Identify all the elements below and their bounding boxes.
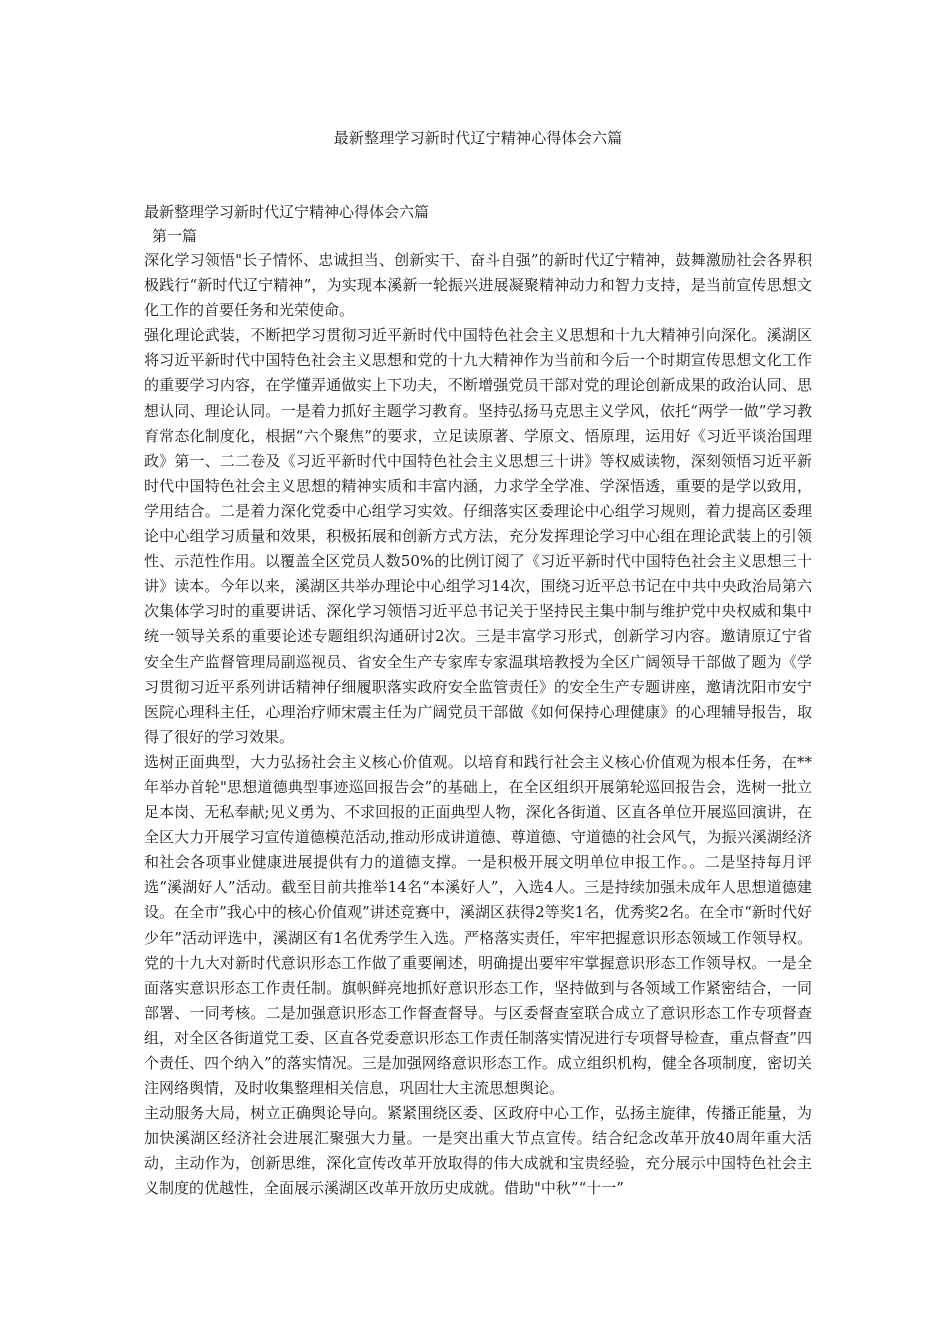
document-page <box>144 0 812 1202</box>
paragraph-theory: 强化理论武装，不断把学习贯彻习近平新时代中国特色社会主义思想和十九大精神引向深化。溪湖区将习近平新时代中国特色社会主义思想和党的十九大精神作为当前和今后一个时期宣传思想文化工作的重要学习内容，在学懂弄通做实上下功夫，不断增强党员干部对党的理论创新成果的政治认同、思想认同、理论认同。一是着力抓好主题学习教育。坚持弘扬马克思主义学风，依托“两学一做”学习教育常态化制度化，根据“六个聚焦”的要求，立足读原著、学原文、悟原理，运用好《习近平谈治国理政》第一、二二卷及《习近平新时代中国特色社会主义思想三十讲》等权威读物，深刻领悟习近平新时代中国特色社会主义思想的精神实质和丰富内涵，力求学全学准、学深悟透，重要的是学以致用，学用结合。二是着力深化党委中心组学习实效。仔细落实区委理论中心组学习规则，着力提高区委理论中心组学习质量和效果，积极拓展和创新方式方法，充分发挥理论学习中心组在理论武装上的引领性、示范性作用。以覆盖全区党员人数50%的比例订阅了《习近平新时代中国特色社会主义思想三十讲》读本。今年以来，溪湖区共举办理论中心组学习14次，围绕习近平总书记在中共中央政治局第六次集体学习时的重要讲话、深化学习领悟习近平总书记关于坚持民主集中制与维护党中央权威和集中统一领导关系的重要论述专题组织沟通研讨2次。三是丰富学习形式，创新学习内容。邀请原辽宁省安全生产监督管理局副巡视员、省安全生产专家库专家温琪培教授为全区广阔领导干部做了题为《学习贯彻习近平系列讲话精神仔细履职落实政府安全监管责任》的安全生产专题讲座，邀请沈阳市安宁医院心理科主任，心理治疗师宋震主任为广阔党员干部做《如何保持心理健康》的心理辅导报告，取得了很好的学习效果。 <box>144 326 812 746</box>
section-label: 第一篇 <box>152 227 198 245</box>
paragraph-intro: 深化学习领悟"长子情怀、忠诚担当、创新实干、奋斗自强”的新时代辽宁精神，鼓舞激励社会各界积极践行“新时代辽宁精神”，为实现本溪新一轮振兴进展凝聚精神动力和智力支持，是当前宣传思想文化工作的首要任务和光荣使命。 <box>144 251 812 320</box>
document-title: 最新整理学习新时代辽宁精神心得体会六篇 <box>333 129 623 147</box>
paragraph-models: 选树正面典型，大力弘扬社会主义核心价值观。以培育和践行社会主义核心价值观为根本任务，在**年举办首轮"思想道德典型事迹巡回报告会”的基础上，在全区组织开展第轮巡回报告会，选树一批立足本岗、无私奉献;见义勇为、不求回报的正面典型人物，深化各街道、区直各单位开展巡回演讲，在全区大力开展学习宣传道德模范活动,推动形成讲道德、尊道德、守道德的社会风气，为振兴溪湖经济和社会各项事业健康进展提供有力的道德支撑。一是积极开展文明单位申报工作。。二是坚持每月评选“溪湖好人”活动。截至目前共推举14名“本溪好人”，入选4人。三是持续加强未成年人思想道德建设。在全市”我心中的核心价值观”讲述竞赛中，溪湖区获得2等奖1名，优秀奖2名。在全市“新时代好少年”活动评选中，溪湖区有1名优秀学生入选。严格落实责任，牢牢把握意识形态领域工作领导权。党的十九大对新时代意识形态工作做了重要阐述，明确提出要牢牢掌握意识形态工作领导权。一是全面落实意识形态工作责任制。旗帜鲜亮地抓好意识形态工作，坚持做到与各领域工作紧密结合，一同部署、一同考核。二是加强意识形态工作督查督导。与区委督查室联合成立了意识形态工作专项督查组，对全区各街道党工委、区直各党委意识形态工作责任制落实情况进行专项督导检查，重点督查”四个责任、四个纳入”的落实情况。三是加强网络意识形态工作。成立组织机构，健全各项制度，密切关注网络舆情，及时收集整理相关信息，巩固壮大主流思想舆论。 <box>144 752 812 1098</box>
document-subtitle: 最新整理学习新时代辽宁精神心得体会六篇 <box>144 203 430 221</box>
paragraph-publicity: 主动服务大局，树立正确舆论导向。紧紧围绕区委、区政府中心工作，弘扬主旋律，传播正能量，为加快溪湖区经济社会进展汇聚强大力量。一是突出重大节点宣传。结合纪念改革开放40周年重大活动，主动作为，创新思维，深化宣传改革开放取得的伟大成就和宝贵经验，充分展示中国特色社会主义制度的优越性，全面展示溪湖区改革开放历史成就。借助"中秋”“十一” <box>144 1104 812 1198</box>
